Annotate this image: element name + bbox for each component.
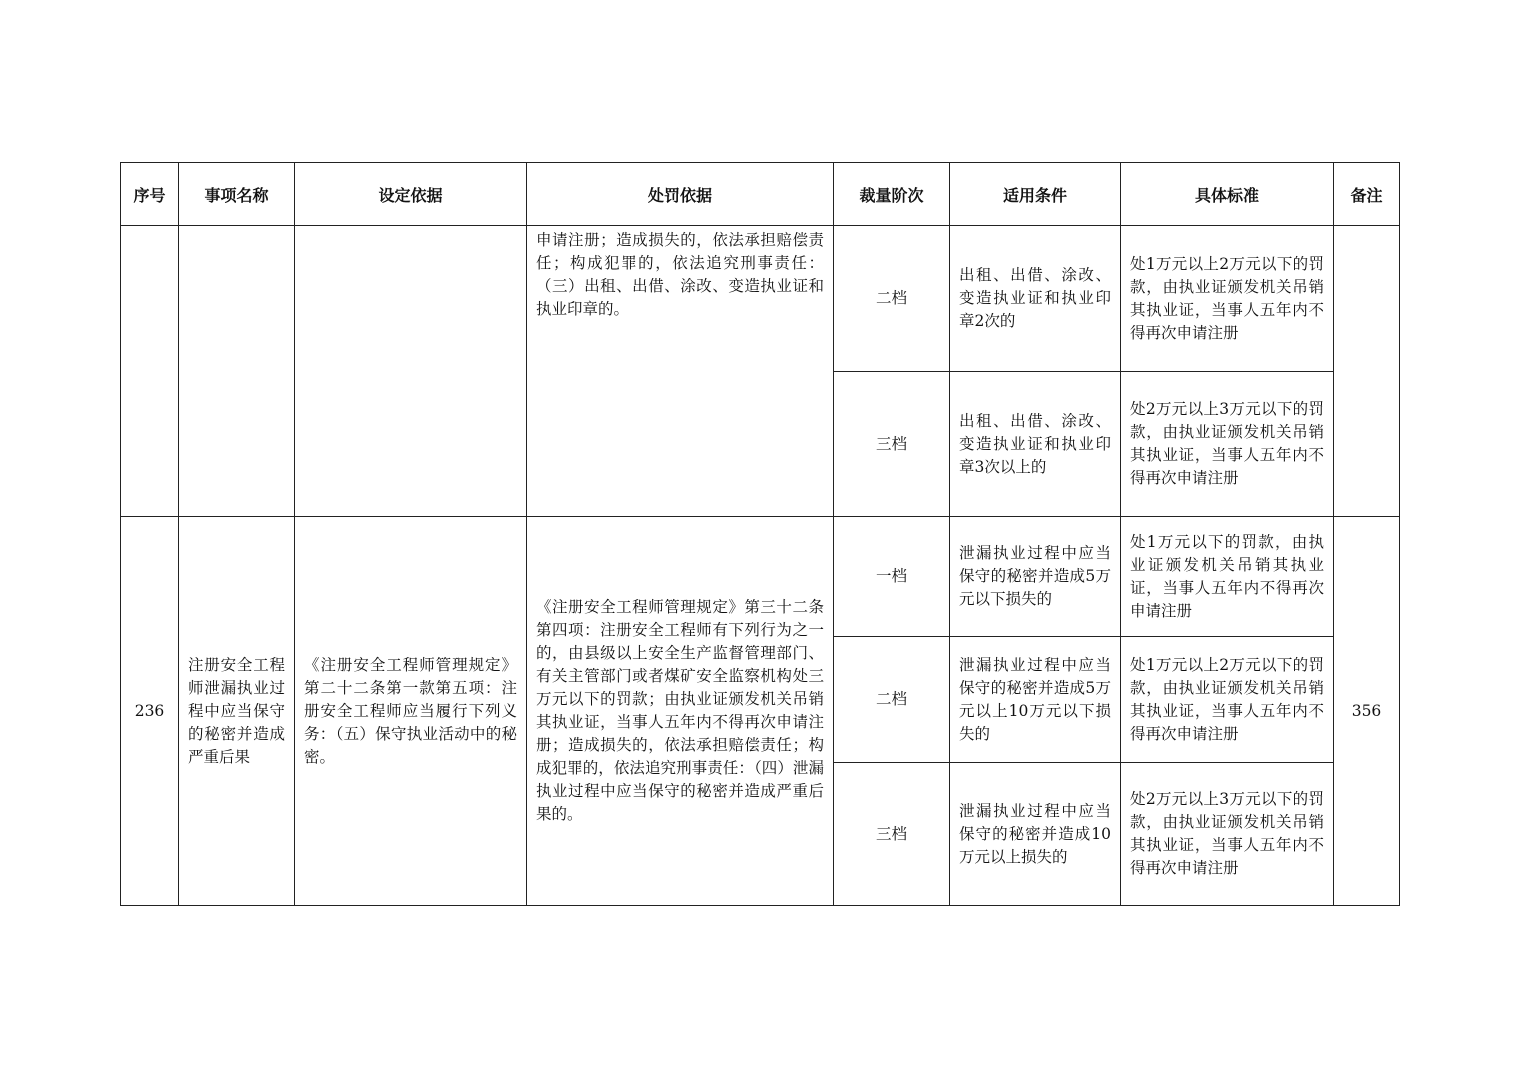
setting-basis-cell: 《注册安全工程师管理规定》第二十二条第一款第五项：注册安全工程师应当履行下列义务：（五）保守执业活动中的秘密。 [295, 517, 527, 906]
header-item-name: 事项名称 [179, 163, 295, 226]
applicable-condition-cell: 泄漏执业过程中应当保守的秘密并造成10万元以上损失的 [950, 763, 1121, 906]
header-remark: 备注 [1334, 163, 1400, 226]
punishment-basis-cell: 申请注册；造成损失的，依法承担赔偿责任；构成犯罪的，依法追究刑事责任：（三）出租、出借、涂改、变造执业证和执业印章的。 [527, 226, 834, 517]
specific-standard-cell: 处2万元以上3万元以下的罚款，由执业证颁发机关吊销其执业证，当事人五年内不得再次申请注册 [1121, 372, 1334, 517]
setting-basis-cell [295, 226, 527, 517]
table-row [121, 517, 1400, 637]
remark-cell [1334, 226, 1400, 517]
item-name-cell: 注册安全工程师泄漏执业过程中应当保守的秘密并造成严重后果 [179, 517, 295, 906]
specific-standard-cell: 处1万元以上2万元以下的罚款，由执业证颁发机关吊销其执业证，当事人五年内不得再次申请注册 [1121, 637, 1334, 763]
serial-no-cell: 236 [121, 517, 179, 906]
serial-no-cell [121, 226, 179, 517]
specific-standard-cell: 处1万元以上2万元以下的罚款，由执业证颁发机关吊销其执业证，当事人五年内不得再次申请注册 [1121, 226, 1334, 372]
discretion-level-cell: 三档 [834, 372, 950, 517]
discretion-level-cell: 一档 [834, 517, 950, 637]
header-specific-standard: 具体标准 [1121, 163, 1334, 226]
punishment-basis-cell: 《注册安全工程师管理规定》第三十二条第四项：注册安全工程师有下列行为之一的，由县级以上安全生产监督管理部门、有关主管部门或者煤矿安全监察机构处三万元以下的罚款；由执业证颁发机关吊销其执业证，当事人五年内不得再次申请注册；造成损失的，依法承担赔偿责任；构成犯罪的，依法追究刑事责任：（四）泄漏执业过程中应当保守的秘密并造成严重后果的。 [527, 517, 834, 906]
discretion-standard-table [120, 162, 1400, 906]
applicable-condition-cell: 泄漏执业过程中应当保守的秘密并造成5万元以上10万元以下损失的 [950, 637, 1121, 763]
header-applicable-condition: 适用条件 [950, 163, 1121, 226]
discretion-level-cell: 三档 [834, 763, 950, 906]
applicable-condition-cell: 泄漏执业过程中应当保守的秘密并造成5万元以下损失的 [950, 517, 1121, 637]
header-punishment-basis: 处罚依据 [527, 163, 834, 226]
header-serial-no: 序号 [121, 163, 179, 226]
specific-standard-cell: 处2万元以上3万元以下的罚款，由执业证颁发机关吊销其执业证，当事人五年内不得再次申请注册 [1121, 763, 1334, 906]
discretion-level-cell: 二档 [834, 226, 950, 372]
remark-cell: 356 [1334, 517, 1400, 906]
item-name-cell [179, 226, 295, 517]
applicable-condition-cell: 出租、出借、涂改、变造执业证和执业印章3次以上的 [950, 372, 1121, 517]
discretion-level-cell: 二档 [834, 637, 950, 763]
header-setting-basis: 设定依据 [295, 163, 527, 226]
table-row [121, 226, 1400, 372]
header-discretion-level: 裁量阶次 [834, 163, 950, 226]
specific-standard-cell: 处1万元以下的罚款，由执业证颁发机关吊销其执业证，当事人五年内不得再次申请注册 [1121, 517, 1334, 637]
table-header-row [121, 163, 1400, 226]
applicable-condition-cell: 出租、出借、涂改、变造执业证和执业印章2次的 [950, 226, 1121, 372]
